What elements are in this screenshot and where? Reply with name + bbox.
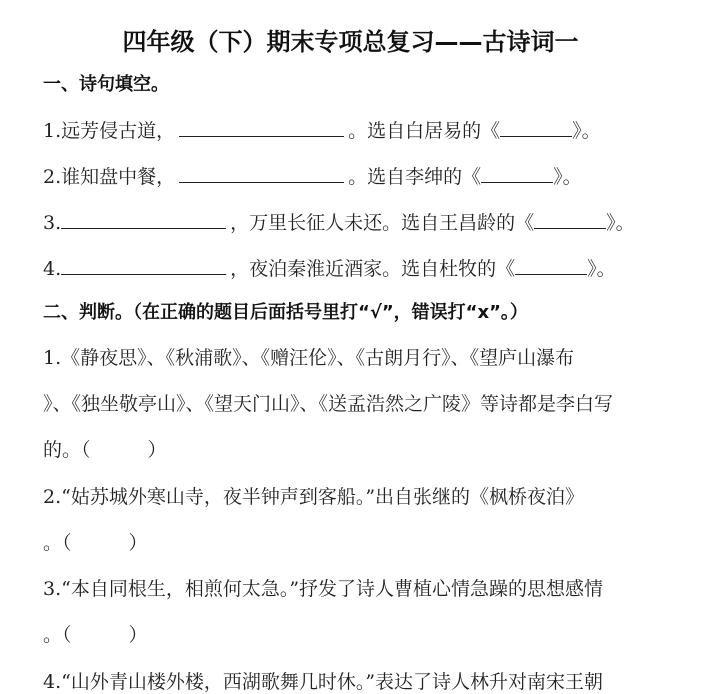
item-text: 》。 — [572, 120, 601, 142]
fill-item-4 — [43, 256, 663, 281]
answer-blank[interactable] — [61, 256, 226, 275]
title-blank[interactable] — [534, 210, 606, 229]
item-text: ，万里长征人未还。选自王昌龄的《 — [230, 212, 535, 234]
item-text: 》。 — [553, 166, 582, 188]
title-blank[interactable] — [500, 118, 572, 137]
title-blank[interactable] — [481, 164, 553, 183]
answer-blank[interactable] — [61, 210, 226, 229]
section-1-heading: 一、诗句填空。 — [43, 74, 169, 95]
judge-line: 2.“姑苏城外寒山寺，夜半钟声到客船。”出自张继的《枫桥夜泊》 — [43, 486, 585, 508]
page-title: 四年级（下）期末专项总复习——古诗词一 — [122, 28, 579, 56]
item-text: 。选自李绅的《 — [348, 166, 482, 188]
fill-item-1 — [43, 118, 663, 143]
fill-item-3 — [43, 210, 663, 235]
item-text: 。选自白居易的《 — [348, 120, 501, 142]
judge-line: 的。（ ） — [43, 439, 167, 461]
judge-line: 。（ ） — [43, 624, 148, 646]
judge-line: 1.《静夜思》、《秋浦歌》、《赠汪伦》、《古朗月行》、《望庐山瀑布 — [43, 347, 575, 369]
judge-line: 3.“本自同根生，相煎何太急。”抒发了诗人曹植心情急躁的思想感情 — [43, 578, 604, 600]
item-text: ，夜泊秦淮近酒家。选自杜牧的《 — [230, 258, 516, 280]
item-text: 4. — [43, 258, 62, 280]
judge-line: 。（ ） — [43, 532, 148, 554]
judge-line: 4.“山外青山楼外楼，西湖歌舞几时休。”表达了诗人林升对南宋王朝 — [43, 671, 604, 693]
item-text: 1.远芳侵古道， — [43, 120, 176, 142]
section-2-heading: 二、判断。（在正确的题目后面括号里打“√”，错误打“x”。） — [43, 302, 528, 323]
item-text: 3. — [43, 212, 62, 234]
item-text: 》。 — [587, 258, 616, 280]
item-text: 2.谁知盘中餐， — [43, 166, 176, 188]
item-text: 》。 — [606, 212, 635, 234]
title-blank[interactable] — [515, 256, 587, 275]
answer-blank[interactable] — [179, 164, 344, 183]
answer-blank[interactable] — [179, 118, 344, 137]
judge-line: 》、《独坐敬亭山》、《望天门山》、《送孟浩然之广陵》等诗都是李白写 — [43, 393, 614, 415]
fill-item-2 — [43, 164, 663, 189]
